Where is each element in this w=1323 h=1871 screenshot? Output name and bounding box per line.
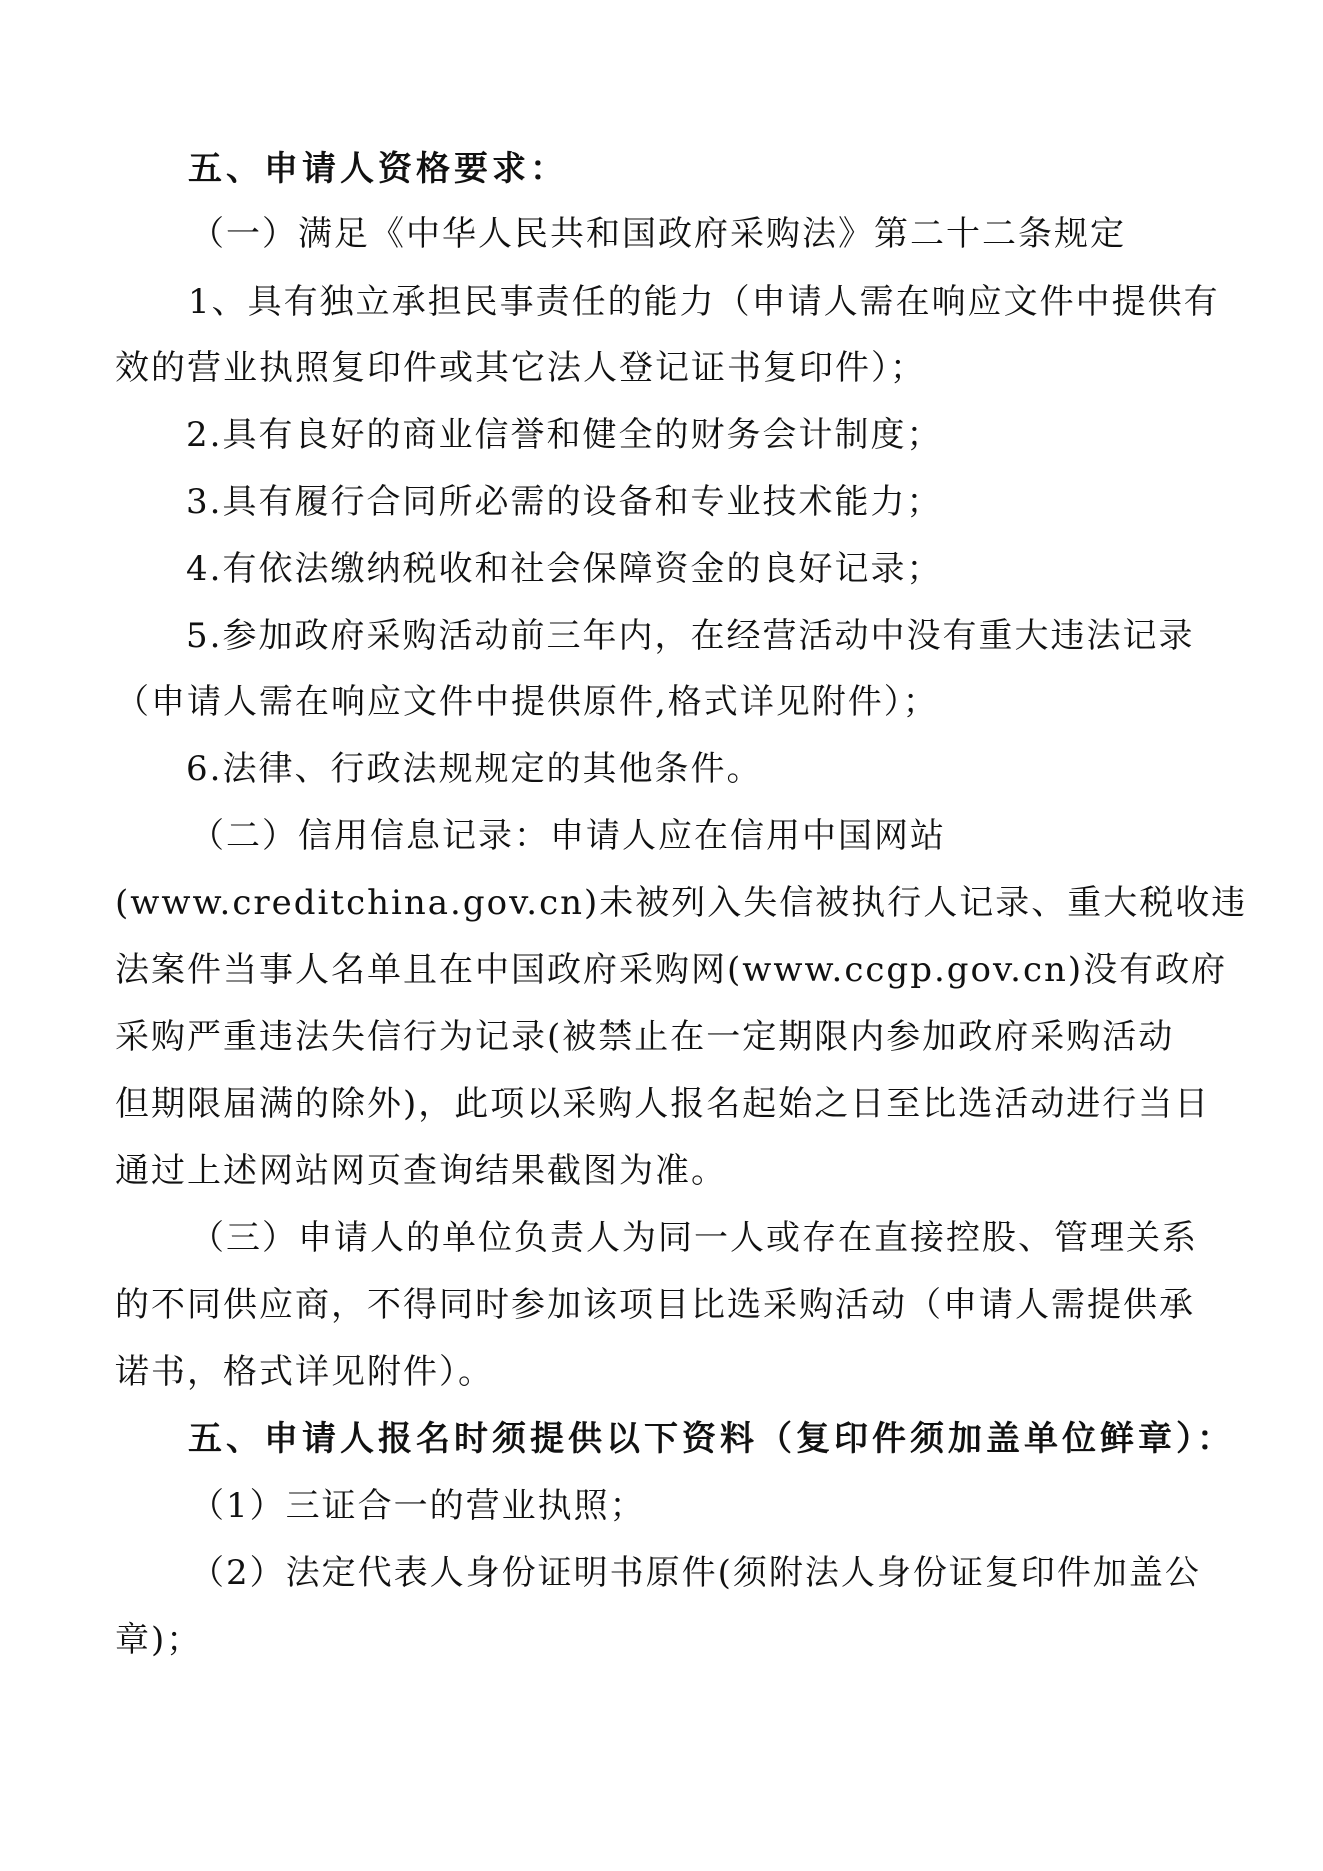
item-2-line2: (www.creditchina.gov.cn)未被列入失信被执行人记录、重大税收违: [115, 883, 1248, 923]
item-3-line3: 诺书，格式详见附件）。: [115, 1352, 494, 1392]
item-1-1-line1: 1、具有独立承担民事责任的能力（申请人需在响应文件中提供有: [188, 282, 1220, 322]
item-2-line3: 法案件当事人名单且在中国政府采购网(www.ccgp.gov.cn)没有政府: [115, 950, 1228, 990]
item-1-1-line2: 效的营业执照复印件或其它法人登记证书复印件）；: [115, 348, 926, 388]
item-2-line5: 但期限届满的除外)，此项以采购人报名起始之日至比选活动进行当日: [115, 1084, 1211, 1124]
item-2-line4: 采购严重违法失信行为记录(被禁止在一定期限内参加政府采购活动: [115, 1017, 1175, 1057]
item-1-heading: （一）满足《中华人民共和国政府采购法》第二十二条规定: [190, 214, 1126, 254]
item-1-5-line2: （申请人需在响应文件中提供原件,格式详见附件）；: [115, 682, 939, 722]
item-3-line2: 的不同供应商，不得同时参加该项目比选采购活动（申请人需提供承: [115, 1285, 1195, 1325]
material-item-2-line2: 章)；: [115, 1620, 203, 1660]
item-1-6: 6.法律、行政法规规定的其他条件。: [186, 749, 763, 789]
item-2-line1: （二）信用信息记录：申请人应在信用中国网站: [190, 816, 946, 856]
material-item-1: （1）三证合一的营业执照；: [190, 1486, 646, 1526]
item-1-2: 2.具有良好的商业信誉和健全的财务会计制度；: [186, 415, 943, 455]
item-2-line6: 通过上述网站网页查询结果截图为准。: [115, 1151, 727, 1191]
section-heading-materials: 五、申请人报名时须提供以下资料（复印件须加盖单位鲜章）：: [188, 1419, 1235, 1459]
item-1-3: 3.具有履行合同所必需的设备和专业技术能力；: [186, 482, 943, 522]
item-3-line1: （三）申请人的单位负责人为同一人或存在直接控股、管理关系: [190, 1218, 1198, 1258]
section-heading-qualifications: 五、申请人资格要求：: [188, 149, 568, 189]
item-1-4: 4.有依法缴纳税收和社会保障资金的良好记录；: [186, 549, 943, 589]
item-1-5-line1: 5.参加政府采购活动前三年内，在经营活动中没有重大违法记录: [186, 616, 1195, 656]
material-item-2-line1: （2）法定代表人身份证明书原件(须附法人身份证复印件加盖公: [190, 1553, 1201, 1593]
